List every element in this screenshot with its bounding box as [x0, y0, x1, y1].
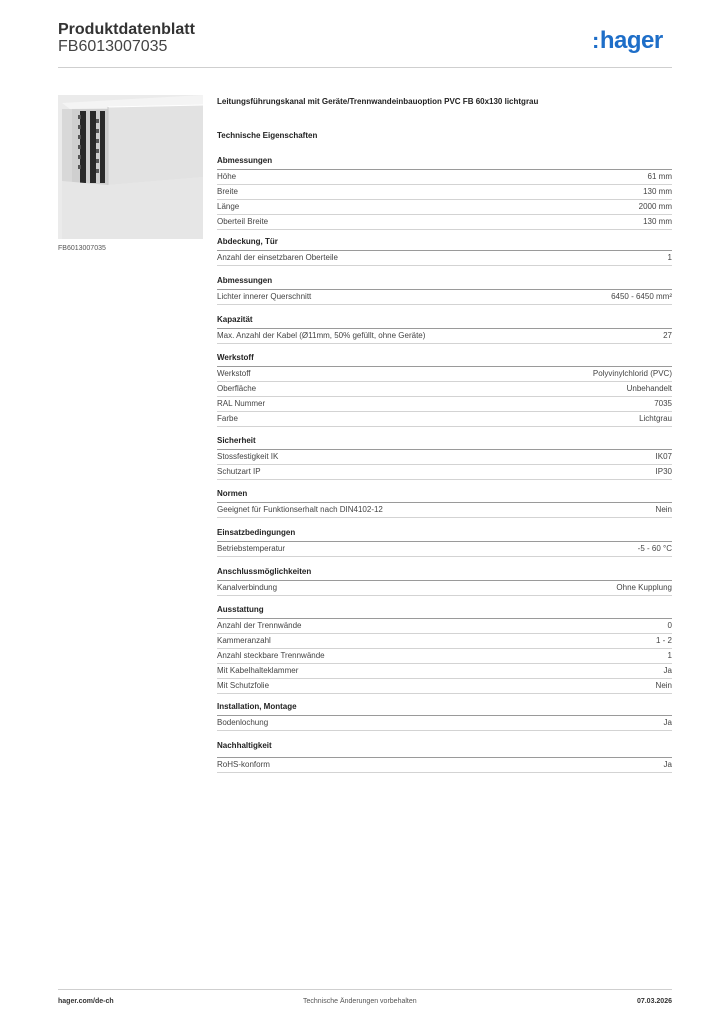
spec-value: 130 mm [643, 217, 672, 226]
cable-duct-illustration [58, 95, 203, 239]
spec-row [217, 679, 672, 694]
spec-row [217, 450, 672, 465]
spec-row [217, 170, 672, 185]
spec-label: Betriebstemperatur [217, 544, 286, 553]
spec-row [217, 581, 672, 596]
spec-value: 7035 [654, 399, 672, 408]
section-title: Sicherheit [217, 435, 672, 450]
spec-label: Oberteil Breite [217, 217, 269, 226]
section-title: Abmessungen [217, 275, 672, 290]
image-caption: FB6013007035 [58, 245, 106, 252]
spec-row [217, 465, 672, 480]
spec-label: Kammeranzahl [217, 636, 271, 645]
spec-row [217, 412, 672, 427]
spec-value: Ja [663, 666, 672, 675]
spec-label: Mit Kabelhalteklammer [217, 666, 299, 675]
spec-label: Bodenlochung [217, 718, 269, 727]
spec-row [217, 716, 672, 731]
spec-value: 27 [663, 331, 672, 340]
footer-date: 07.03.2026 [636, 998, 672, 1005]
spec-value: -5 - 60 °C [637, 544, 672, 553]
spec-row [217, 619, 672, 634]
spec-value: Ja [663, 718, 672, 727]
section-title: Abmessungen [217, 155, 672, 170]
spec-label: RoHS-konform [217, 760, 270, 769]
spec-section [217, 701, 672, 731]
spec-row [217, 397, 672, 412]
spec-row [217, 542, 672, 557]
spec-row [217, 758, 672, 773]
spec-label: Mit Schutzfolie [217, 681, 270, 690]
spec-label: Werkstoff [217, 369, 251, 378]
spec-label: Höhe [217, 172, 237, 181]
spec-label: Schutzart IP [217, 467, 261, 476]
section-title: Kapazität [217, 314, 672, 329]
spec-label: Farbe [217, 414, 238, 423]
technical-properties-heading: Technische Eigenschaften [217, 131, 318, 140]
spec-value: 0 [667, 621, 672, 630]
spec-value: Polyvinylchlorid (PVC) [592, 369, 672, 378]
spec-row [217, 649, 672, 664]
page-title: Produktdatenblatt [58, 21, 195, 38]
spec-value: Nein [655, 681, 672, 690]
spec-section [217, 488, 672, 518]
section-title: Werkstoff [217, 352, 672, 367]
spec-label: Breite [217, 187, 238, 196]
footer-divider [58, 989, 672, 990]
spec-value: 1 [667, 253, 672, 262]
section-title: Installation, Montage [217, 701, 672, 716]
spec-label: RAL Nummer [217, 399, 266, 408]
spec-label: Länge [217, 202, 240, 211]
spec-label: Stossfestigkeit IK [217, 452, 279, 461]
spec-value: 1 [667, 651, 672, 660]
spec-section [217, 155, 672, 230]
section-title: Ausstattung [217, 604, 672, 619]
spec-row [217, 329, 672, 344]
spec-value: IP30 [655, 467, 672, 476]
product-image [58, 95, 203, 239]
section-title: Einsatzbedingungen [217, 527, 672, 542]
spec-label: Kanalverbindung [217, 583, 278, 592]
spec-row [217, 215, 672, 230]
spec-value: Ja [663, 760, 672, 769]
spec-value: 2000 mm [638, 202, 672, 211]
spec-row [217, 200, 672, 215]
spec-value: 1 - 2 [655, 636, 672, 645]
spec-row [217, 290, 672, 305]
spec-section [217, 352, 672, 427]
spec-label: Anzahl der einsetzbaren Oberteile [217, 253, 338, 262]
spec-row [217, 382, 672, 397]
spec-section [217, 275, 672, 305]
header-divider [58, 67, 672, 68]
product-number: FB6013007035 [58, 38, 168, 55]
spec-label: Geeignet für Funktionserhalt nach DIN4102-12 [217, 505, 383, 514]
spec-label: Max. Anzahl der Kabel (Ø11mm, 50% gefüllt, ohne Geräte) [217, 331, 426, 340]
spec-section [217, 236, 672, 266]
footer-notice: Technische Änderungen vorbehalten [303, 998, 417, 1005]
spec-section [217, 740, 672, 773]
spec-row [217, 664, 672, 679]
section-title: Normen [217, 488, 672, 503]
spec-value: 6450 - 6450 mm² [611, 292, 672, 301]
section-title: Anschlussmöglichkeiten [217, 566, 672, 581]
spec-value: IK07 [655, 452, 672, 461]
spec-label: Lichter innerer Querschnitt [217, 292, 312, 301]
spec-label: Anzahl steckbare Trennwände [217, 651, 325, 660]
spec-row [217, 367, 672, 382]
spec-row [217, 634, 672, 649]
spec-row [217, 503, 672, 518]
spec-section [217, 566, 672, 596]
spec-row [217, 185, 672, 200]
spec-value: 61 mm [647, 172, 672, 181]
spec-value: Ohne Kupplung [616, 583, 672, 592]
spec-section [217, 527, 672, 557]
spec-value: Lichtgrau [639, 414, 672, 423]
section-title: Abdeckung, Tür [217, 236, 672, 251]
spec-label: Anzahl der Trennwände [217, 621, 302, 630]
product-title: Leitungsführungskanal mit Geräte/Trennwandeinbauoption PVC FB 60x130 lichtgrau [217, 97, 539, 106]
spec-value: 130 mm [643, 187, 672, 196]
spec-section [217, 435, 672, 480]
spec-row [217, 251, 672, 266]
spec-label: Oberfläche [217, 384, 257, 393]
spec-section [217, 604, 672, 694]
spec-value: Unbehandelt [626, 384, 672, 393]
logo-text: hager [599, 27, 663, 54]
hager-logo[interactable]: :hager [592, 27, 663, 54]
footer-website-link[interactable]: hager.com/de-ch [58, 998, 114, 1005]
section-title: Nachhaltigkeit [217, 740, 672, 758]
spec-value: Nein [655, 505, 672, 514]
spec-section [217, 314, 672, 344]
